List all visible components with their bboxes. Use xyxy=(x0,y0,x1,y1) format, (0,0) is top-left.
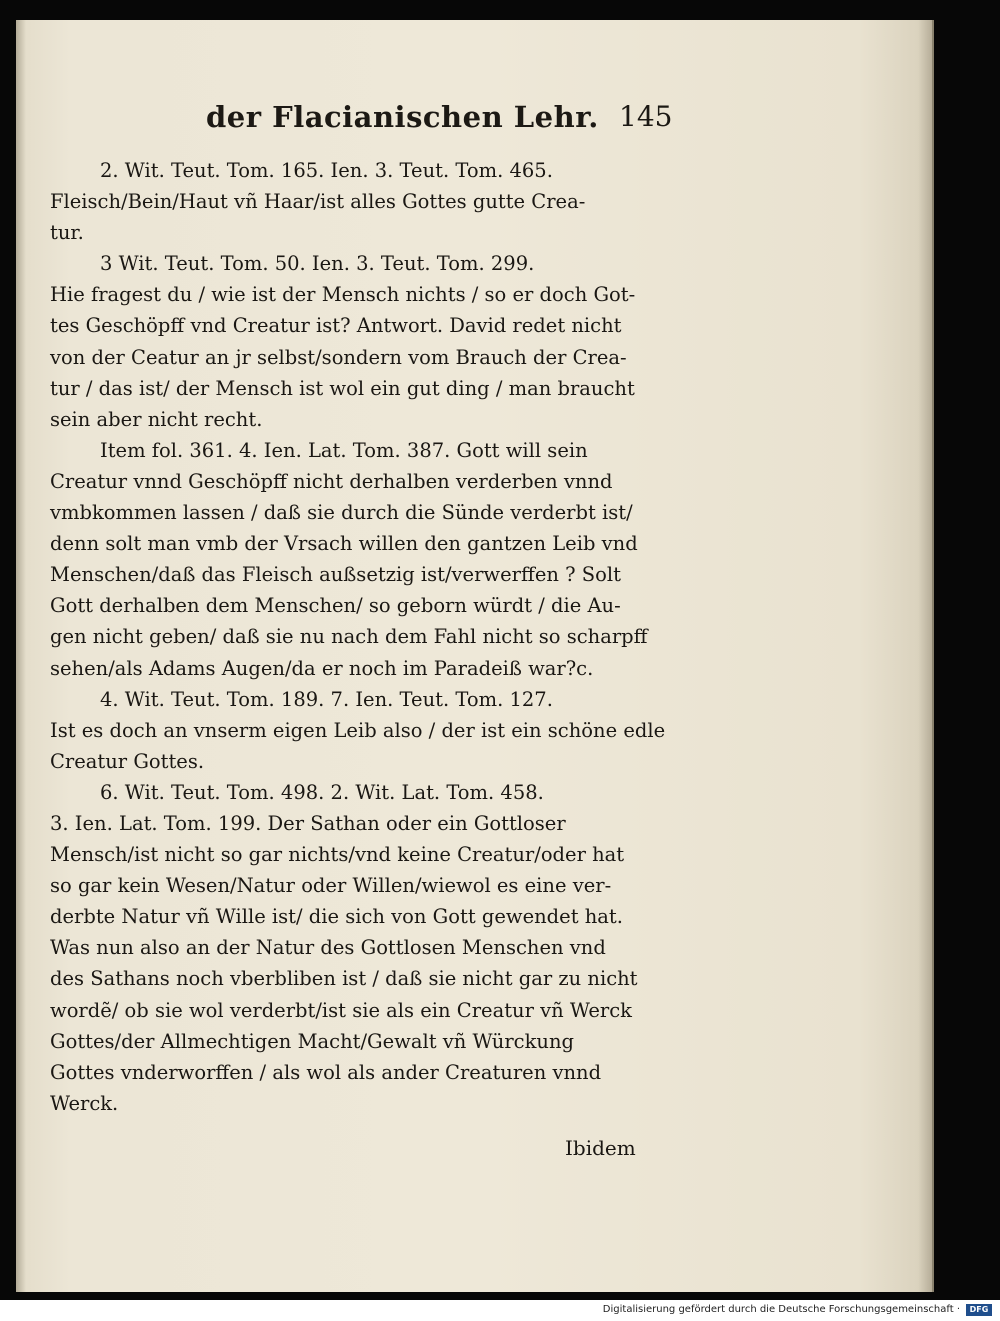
text-line: Gottes vnderworffen / als wol als ander Creaturen vnnd xyxy=(50,1060,602,1084)
text-line: tur / das ist/ der Mensch ist wol ein gut ding / man braucht xyxy=(50,376,635,400)
text-line: Werck. xyxy=(50,1091,119,1115)
text-line: 4. Wit. Teut. Tom. 189. 7. Ien. Teut. Tom. 127. xyxy=(100,687,553,711)
page-edge-shadow xyxy=(918,20,932,1292)
text-line: Item fol. 361. 4. Ien. Lat. Tom. 387. Gott will sein xyxy=(100,438,588,462)
text-line: wordẽ/ ob sie wol verderbt/ist sie als ein Creatur vñ Werck xyxy=(50,998,632,1022)
text-line: Ist es doch an vnserm eigen Leib also / der ist ein schöne edle xyxy=(50,718,666,742)
page-number: 145 xyxy=(619,100,673,133)
book-page xyxy=(16,20,934,1292)
text-line: sein aber nicht recht. xyxy=(50,407,263,431)
text-line: Menschen/daß das Fleisch außsetzig ist/verwerffen ? Solt xyxy=(50,563,621,587)
text-line: Gott derhalben dem Menschen/ so geborn würdt / die Au- xyxy=(50,594,621,618)
text-line: vmbkommen lassen / daß sie durch die Sünde verderbt ist/ xyxy=(50,501,633,525)
text-line: Was nun also an der Natur des Gottlosen Menschen vnd xyxy=(50,936,606,960)
body-text xyxy=(50,155,690,1119)
footer-credit: Digitalisierung gefördert durch die Deutsche Forschungsgemeinschaft · xyxy=(602,1304,960,1315)
text-line: derbte Natur vñ Wille ist/ die sich von Gott gewendet hat. xyxy=(50,905,623,929)
text-line: tes Geschöpff vnd Creatur ist? Antwort. David redet nicht xyxy=(50,314,622,338)
text-line: Creatur Gottes. xyxy=(50,749,205,773)
text-line: gen nicht geben/ daß sie nu nach dem Fahl nicht so scharpff xyxy=(50,625,648,649)
text-line: so gar kein Wesen/Natur oder Willen/wiewol es eine ver- xyxy=(50,874,612,898)
text-line: denn solt man vmb der Vrsach willen den gantzen Leib vnd xyxy=(50,532,638,556)
text-line: sehen/als Adams Augen/da er noch im Paradeiß war?c. xyxy=(50,656,594,680)
text-line: Creatur vnnd Geschöpff nicht derhalben verderben vnnd xyxy=(50,469,613,493)
text-line: Fleisch/Bein/Haut vñ Haar/ist alles Gottes gutte Crea- xyxy=(50,190,586,214)
text-line: Gottes/der Allmechtigen Macht/Gewalt vñ Würckung xyxy=(50,1029,574,1053)
dfg-logo: DFG xyxy=(966,1304,992,1316)
text-line: Mensch/ist nicht so gar nichts/vnd keine Creatur/oder hat xyxy=(50,843,625,867)
text-line: 2. Wit. Teut. Tom. 165. Ien. 3. Teut. Tom. 465. xyxy=(100,159,553,182)
running-head: der Flacianischen Lehr. xyxy=(206,100,599,134)
catchword: Ibidem xyxy=(565,1136,636,1160)
text-line: 3 Wit. Teut. Tom. 50. Ien. 3. Teut. Tom. 299. xyxy=(100,252,535,276)
spine-shadow xyxy=(16,20,26,1292)
text-line: 3. Ien. Lat. Tom. 199. Der Sathan oder ein Gottloser xyxy=(50,811,566,835)
text-line: tur. xyxy=(50,221,84,245)
text-line: des Sathans noch vberbliben ist / daß sie nicht gar zu nicht xyxy=(50,967,638,991)
text-line: von der Ceatur an jr selbst/sondern vom Brauch der Crea- xyxy=(50,345,627,369)
text-line: 6. Wit. Teut. Tom. 498. 2. Wit. Lat. Tom. 458. xyxy=(100,780,544,804)
text-line: Hie fragest du / wie ist der Mensch nichts / so er doch Got- xyxy=(50,283,636,307)
